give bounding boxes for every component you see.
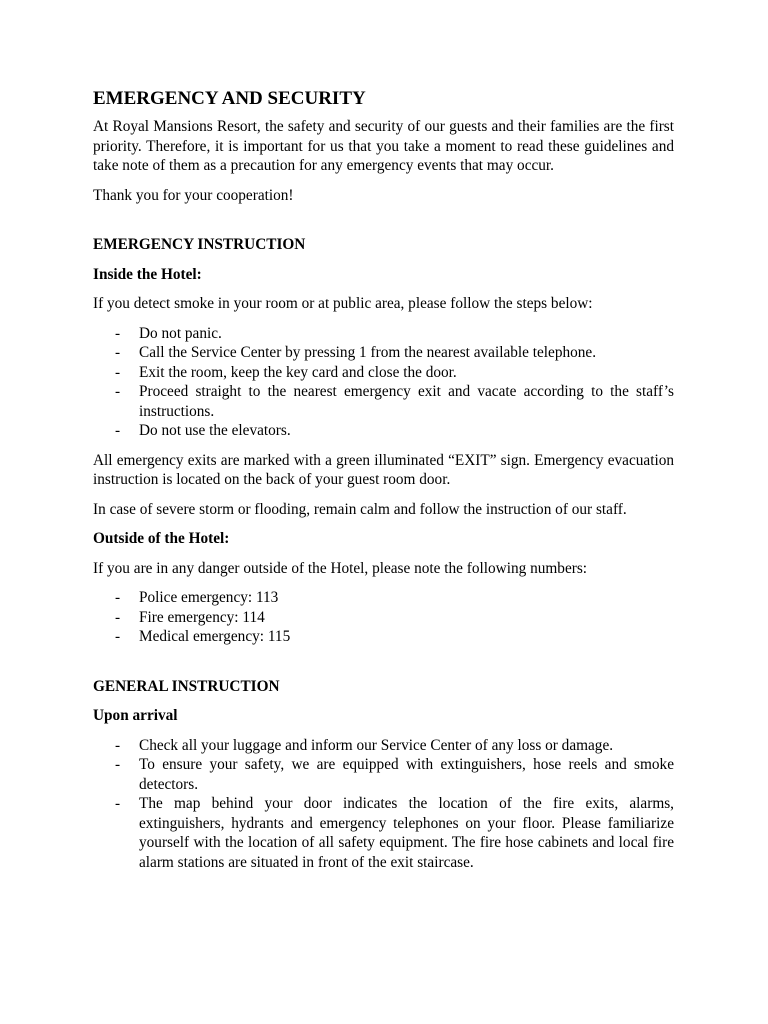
page-title: EMERGENCY AND SECURITY (93, 88, 366, 109)
outside-hotel-heading: Outside of the Hotel: (93, 530, 230, 547)
emergency-numbers-list (93, 588, 674, 647)
emergency-instruction-heading: EMERGENCY INSTRUCTION (93, 236, 306, 253)
list-item: - The map behind your door indicates the location of the fire exits, alarms, extinguishers, hydrants and emergency telephones on your floor. Please familiarize yourself with the location of all safety equipment. The fire hose cabinets and local fire alarm stations are situated in front of the exit staircase. (93, 794, 674, 872)
smoke-steps-list (93, 324, 674, 441)
list-item: - Fire emergency: 114 (93, 608, 674, 628)
exits-note: All emergency exits are marked with a green illuminated “EXIT” sign. Emergency evacuation instruction is located on the back of your guest room door. (93, 451, 674, 488)
document-body (93, 87, 674, 872)
inside-hotel-lead: If you detect smoke in your room or at public area, please follow the steps below: (93, 295, 593, 312)
list-item: - To ensure your safety, we are equipped with extinguishers, hose reels and smoke detectors. (93, 755, 674, 794)
inside-hotel-heading: Inside the Hotel: (93, 265, 202, 283)
general-instruction-heading: GENERAL INSTRUCTION (93, 677, 280, 695)
list-item: - Check all your luggage and inform our Service Center of any loss or damage. (93, 736, 674, 756)
list-item: - Do not panic. (93, 324, 674, 344)
storm-note: In case of severe storm or flooding, remain calm and follow the instruction of our staff. (93, 500, 627, 518)
arrival-list (93, 736, 674, 873)
list-item: - Call the Service Center by pressing 1 from the nearest available telephone. (93, 343, 674, 363)
list-item: - Do not use the elevators. (93, 421, 674, 441)
list-item: - Medical emergency: 115 (93, 627, 674, 647)
thanks-paragraph: Thank you for your cooperation! (93, 186, 294, 204)
upon-arrival-heading: Upon arrival (93, 707, 178, 724)
list-item: - Proceed straight to the nearest emergency exit and vacate according to the staff’s instructions. (93, 382, 674, 421)
list-item: - Exit the room, keep the key card and close the door. (93, 363, 674, 383)
outside-hotel-lead: If you are in any danger outside of the Hotel, please note the following numbers: (93, 559, 588, 577)
list-item: - Police emergency: 113 (93, 588, 674, 608)
intro-paragraph: At Royal Mansions Resort, the safety and security of our guests and their families are the first priority. Therefore, it is important for us that you take a moment to read these guidelines and take note of them as a precaution for any emergency events that may occur. (93, 118, 674, 174)
